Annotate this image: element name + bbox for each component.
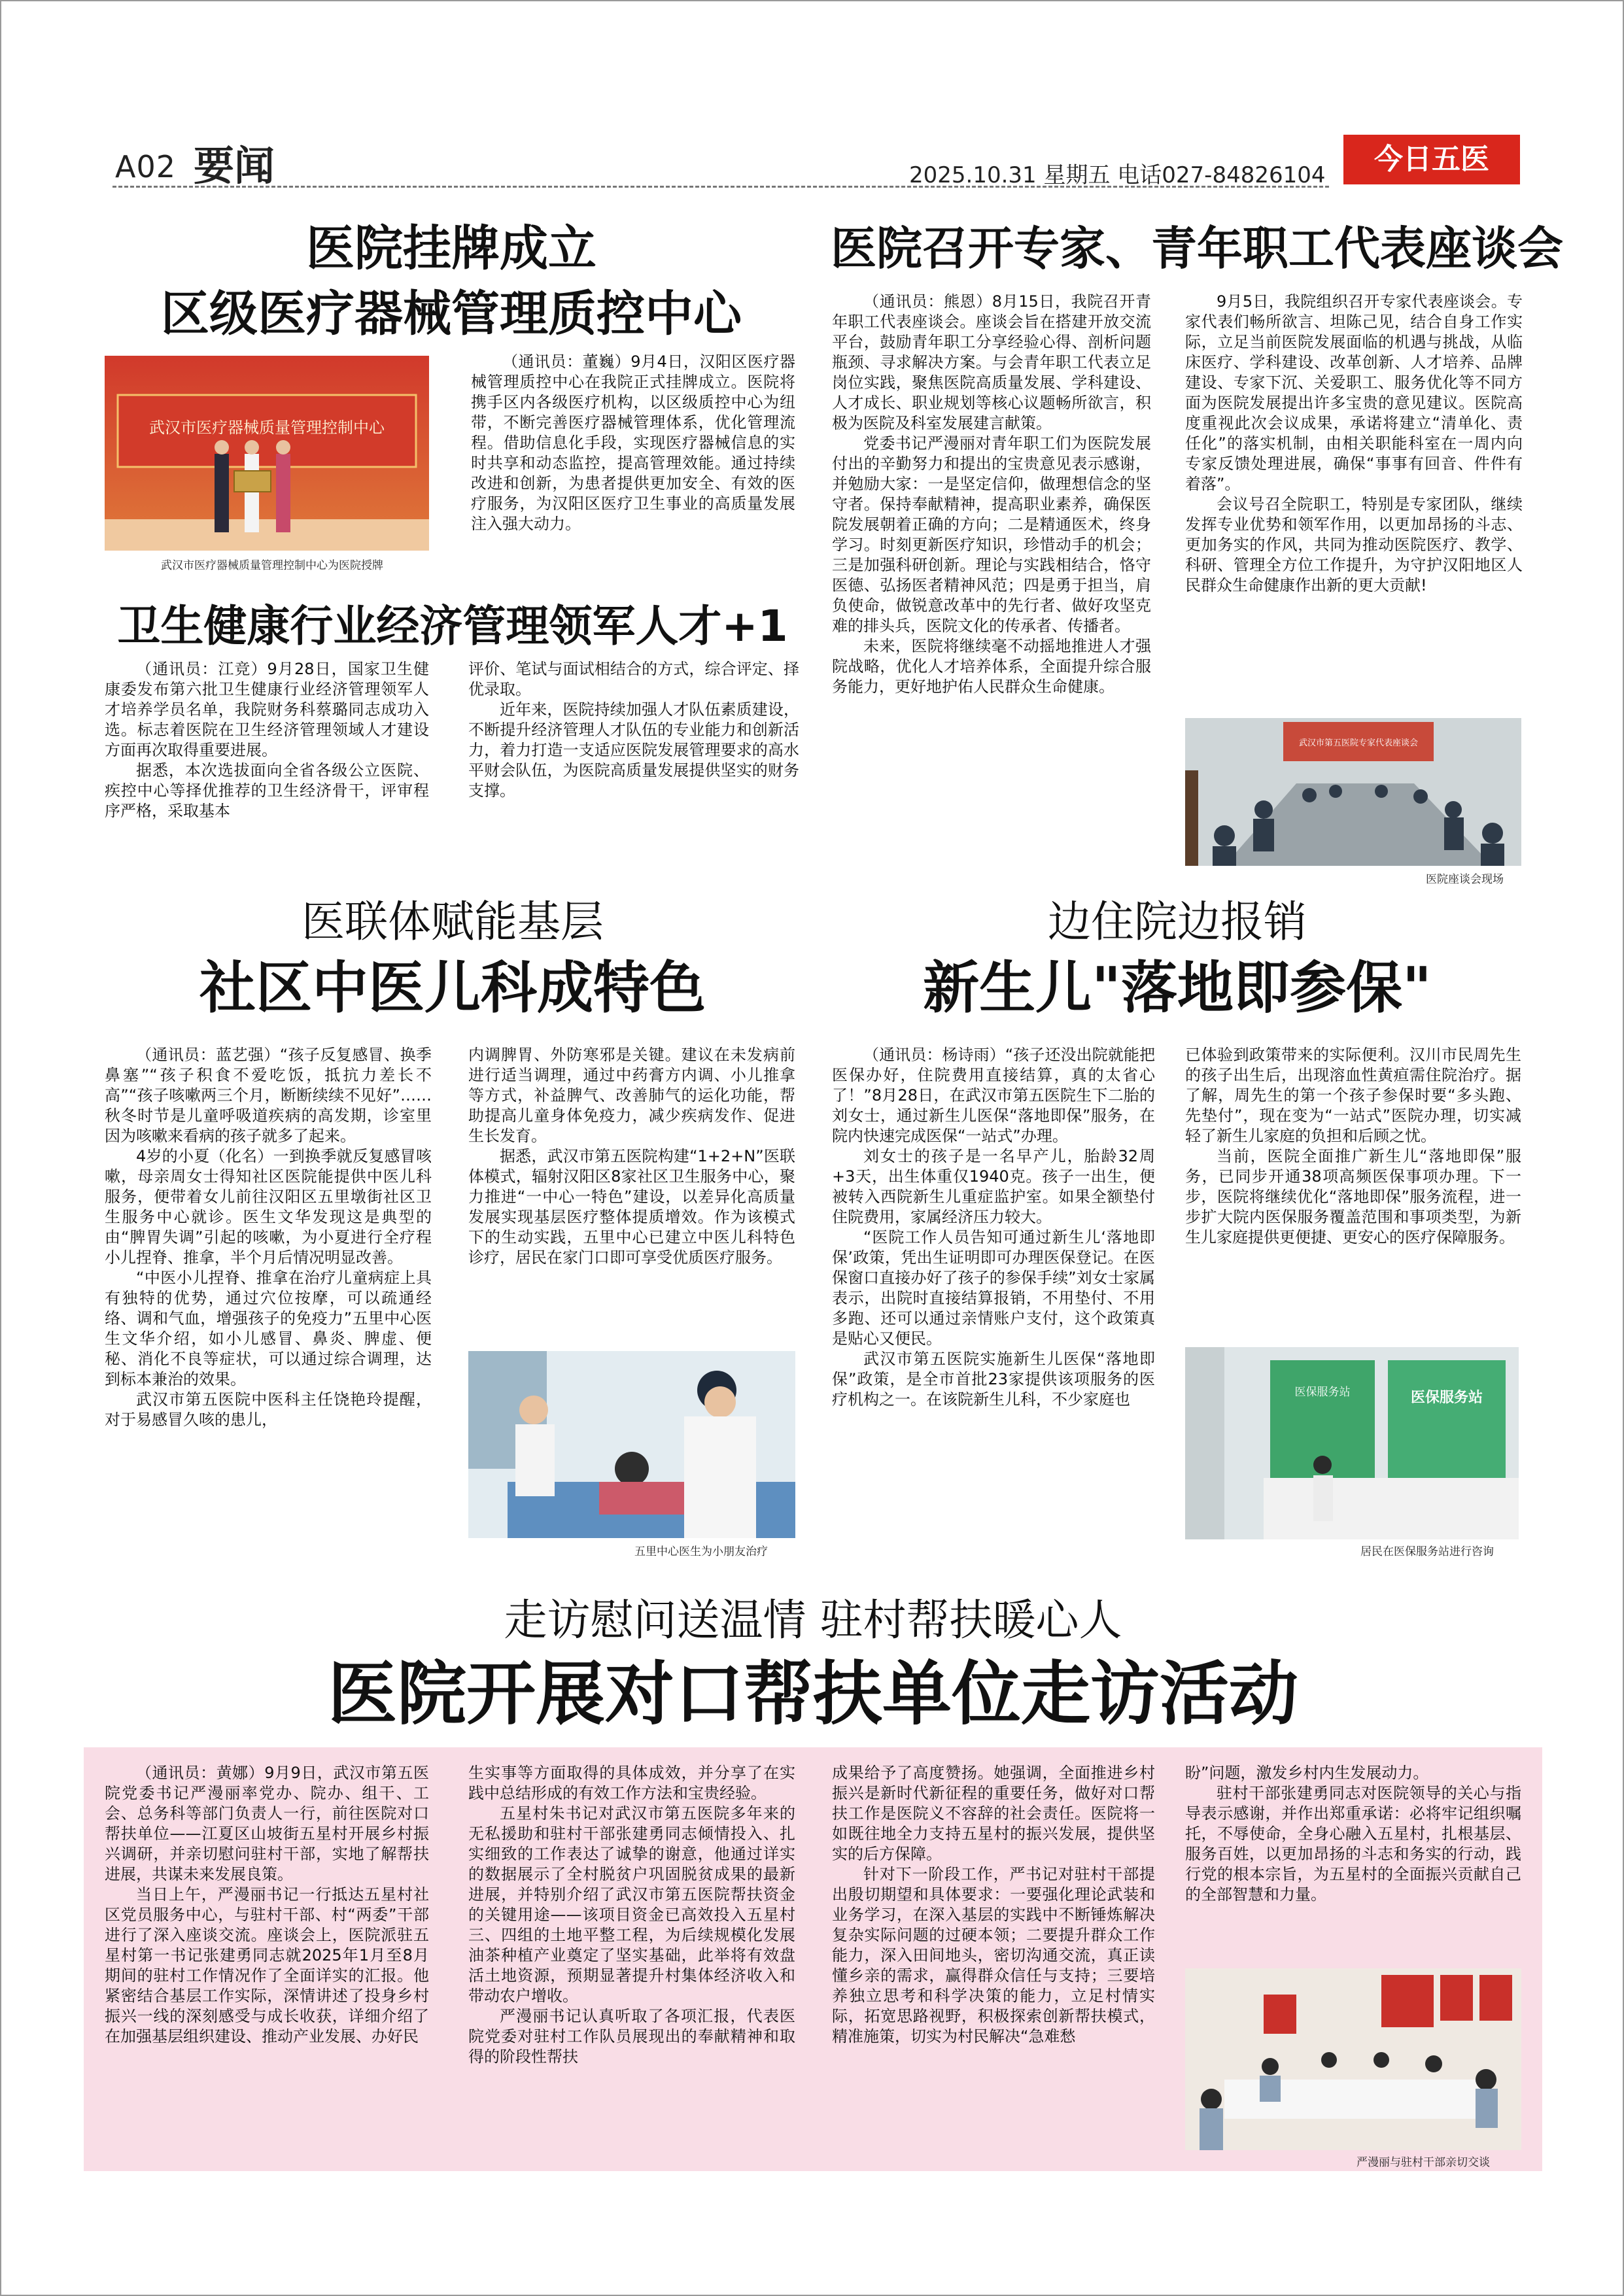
a2-paragraph: （通讯员：江竞）9月28日，国家卫生健康委发布第六批卫生健康行业经济管理领军人才培养学员名单，我院财务科蔡璐同志成功入选。标志着医院在卫生经济管理领域人才建设方面再次取得重要进展。 <box>105 660 429 759</box>
a3-paragraph: 会议号召全院职工，特别是专家团队，继续发挥专业优势和领军作用，以更加昂扬的斗志、更加务实的作风，共同为推动医院医疗、教学、科研、管理全方位工作提升，为守护汉阳地区人民群众生命健康作出新的更大贡献! <box>1185 495 1523 594</box>
a4-title-line2: 社区中医儿科成特色 <box>199 955 706 1021</box>
a6-body-col2 <box>468 1763 795 2162</box>
a2-paragraph: 据悉，本次选拔面向全省各级公立医院、疾控中心等择优推荐的卫生经济骨干，评审程序严格，采取基本 <box>105 761 429 820</box>
page-number: A02 <box>115 149 177 184</box>
a6-photo-illustration <box>1185 1968 1521 2150</box>
a6-paragraph: 当日上午，严漫丽书记一行抵达五星村社区党员服务中心，与驻村干部、村“两委”干部进行了深入座谈交流。座谈会上，医院派驻五星村第一书记张建勇同志就2025年1月至8月期间的驻村工作情况作了全面详实的汇报。他紧密结合基层工作实际，深情讲述了投身乡村振兴一线的深刻感受与成长收获，详细介绍了在加强基层组织建设、推动产业发展、办好民 <box>105 1885 429 2046</box>
a2-body-left <box>105 659 429 853</box>
a4-photo <box>468 1351 795 1538</box>
a6-body-col4 <box>1185 1763 1521 1967</box>
a3-paragraph: （通讯员：熊恩）8月15日，我院召开青年职工代表座谈会。座谈会旨在搭建开放交流平台，鼓励青年职工分享经验心得、剖析问题瓶颈、寻求解决方案。与会青年职工代表立足岗位实践，聚焦医院高质量发展、学科建设、人才成长、职业规划等核心议题畅所欲言，积极为医院及科室发展建言献策。 <box>832 292 1151 432</box>
a3-photo-caption: 医院座谈会现场 <box>1426 873 1504 886</box>
a3-photo-illustration <box>1185 718 1521 866</box>
a6-paragraph: （通讯员：黄娜）9月9日，武汉市第五医院党委书记严漫丽率党办、院办、组干、工会、总务科等部门负责人一行，前往医院对口帮扶单位——江夏区山坡街五星村开展乡村振兴调研，并亲切慰问驻村干部，实地了解帮扶进展，共谋未来发展良策。 <box>105 1764 429 1883</box>
a4-photo-caption: 五里中心医生为小朋友治疗 <box>634 1545 768 1558</box>
a4-photo-illustration <box>468 1351 795 1538</box>
a1-title-line2: 区级医疗器械管理质控中心 <box>161 286 742 342</box>
a6-paragraph: 成果给予了高度赞扬。她强调，全面推进乡村振兴是新时代新征程的重要任务，做好对口帮扶工作是医院义不容辞的社会责任。医院将一如既往地全力支持五星村的振兴发展，提供坚实的后方保障。 <box>832 1764 1155 1863</box>
a1-body <box>471 352 795 587</box>
a2-paragraph: 评价、笔试与面试相结合的方式，综合评定、择优录取。 <box>468 660 799 698</box>
a4-title-line1: 医联体赋能基层 <box>302 897 604 947</box>
a1-photo <box>105 356 429 551</box>
a6-paragraph: 驻村干部张建勇同志对医院领导的关心与指导表示感谢，并作出郑重承诺：必将牢记组织嘱托，不辱使命，全身心融入五星村，扎根基层、服务百姓，以更加昂扬的斗志和务实的行动，践行党的根本宗旨，为五星村的全面振兴贡献自己的全部智慧和力量。 <box>1185 1784 1521 1904</box>
a5-title-line2: 新生儿"落地即参保" <box>923 955 1432 1021</box>
a4-paragraph: 武汉市第五医院中医科主任饶艳玲提醒，对于易感冒久咳的患儿， <box>105 1390 432 1429</box>
a6-paragraph: 盼”问题，激发乡村内生发展动力。 <box>1185 1764 1429 1782</box>
a2-paragraph: 近年来，医院持续加强人才队伍素质建设，不断提升经济管理人才队伍的专业能力和创新活力，着力打造一支适应医院发展管理要求的高水平财会队伍，为医院高质量发展提供坚实的财务支撑。 <box>468 700 799 800</box>
a3-paragraph: 未来，医院将继续毫不动摇地推进人才强院战略，优化人才培养体系，全面提升综合服务能力，更好地护佑人民群众生命健康。 <box>832 637 1151 696</box>
a1-title-line1: 医院挂牌成立 <box>306 220 596 277</box>
a3-photo <box>1185 718 1521 866</box>
a5-paragraph: 刘女士的孩子是一名早产儿，胎龄32周+3天，出生体重仅1940克。孩子一出生，便被转入西院新生儿重症监护室。如果全额垫付住院费用，家属经济压力较大。 <box>832 1147 1155 1226</box>
a6-subtitle: 走访慰问送温情 驻村帮扶暖心人 <box>504 1595 1122 1645</box>
a6-body-col3 <box>832 1763 1155 2162</box>
a5-body-col1 <box>832 1045 1155 1555</box>
a5-paragraph: 已体验到政策带来的实际便利。汉川市民周先生的孩子出生后，出现溶血性黄疸需住院治疗。据了解，周先生的第一个孩子参保时要“多头跑、先垫付”，现在变为“一站式”医院办理，切实减轻了新生儿家庭的负担和后顾之忧。 <box>1185 1046 1521 1145</box>
a1-paragraph: （通讯员：董巍）9月4日，汉阳区医疗器械管理质控中心在我院正式挂牌成立。医院将携手区内各级医疗机构，以区级质控中心为纽带，不断完善医疗器械管理体系，优化管理流程。借助信息化手段，实现医疗器械信息的实时共享和动态监控，提高管理效能。通过持续改进和创新，为患者提供更加安全、有效的医疗服务，为汉阳区医疗卫生事业的高质量发展注入强大动力。 <box>471 352 795 533</box>
a5-photo-caption: 居民在医保服务站进行咨询 <box>1360 1545 1494 1558</box>
a6-body-col1 <box>105 1763 429 2162</box>
a6-paragraph: 严漫丽书记认真听取了各项汇报，代表医院党委对驻村工作队员展现出的奉献精神和取得的阶段性帮扶 <box>468 2007 795 2066</box>
a5-paragraph: “医院工作人员告知可通过新生儿‘落地即保’政策，凭出生证明即可办理医保登记。在医保窗口直接办好了孩子的参保手续”刘女士家属表示，出院时直接结算报销，不用垫付、不用多跑、还可以通过亲情账户支付，这个政策真是贴心又便民。 <box>832 1228 1155 1348</box>
a6-title: 医院开展对口帮扶单位走访活动 <box>328 1654 1298 1734</box>
brand-logo: 今日五医 <box>1343 135 1520 184</box>
a5-photo <box>1185 1347 1519 1539</box>
a4-body-col1 <box>105 1045 432 1542</box>
a3-paragraph: 党委书记严漫丽对青年职工们为医院发展付出的辛勤努力和提出的宝贵意见表示感谢，并勉励大家：一是坚定信仰，做理想信念的坚守者。保持奉献精神，提高职业素养，确保医院发展朝着正确的方向；二是精通医术，终身学习。时刻更新医疗知识，珍惜动手的机会；三是加强科研创新。理论与实践相结合，恪守医德、弘扬医者精神风范；四是勇于担当，肩负使命，做锐意改革中的先行者、做好攻坚克难的排头兵，医院文化的传承者、传播者。 <box>832 434 1151 635</box>
a6-paragraph: 五星村朱书记对武汉市第五医院多年来的无私援助和驻村干部张建勇同志倾情投入、扎实细致的工作表达了诚挚的谢意，他通过详实的数据展示了全村脱贫户巩固脱贫成果的最新进展，并特别介绍了武汉市第五医院帮扶资金的关键用途——该项目资金已高效投入五星村三、四组的土地平整工程，为后续规模化发展油茶种植产业奠定了坚实基础，此举将有效盘活土地资源，预期显著提升村集体经济收入和带动农户增收。 <box>468 1804 795 2005</box>
a3-body-col1 <box>832 292 1151 867</box>
a2-title: 卫生健康行业经济管理领军人才+1 <box>117 601 788 651</box>
a3-body-col2 <box>1185 292 1523 710</box>
a3-screen-text: 武汉市第五医院专家代表座谈会 <box>1298 738 1419 748</box>
a5-photo-illustration <box>1185 1347 1519 1539</box>
a5-paragraph: 当前，医院全面推广新生儿“落地即保”服务，已同步开通38项高频医保事项办理。下一步，医院将继续优化“落地即保”服务流程，进一步扩大院内医保服务覆盖范围和事项类型，为新生儿家庭提供更便捷、更安心的医疗保障服务。 <box>1185 1147 1521 1246</box>
a3-title: 医院召开专家、青年职工代表座谈会 <box>831 222 1563 275</box>
a1-photo-caption: 武汉市医疗器械质量管理控制中心为医院授牌 <box>161 559 383 572</box>
a4-paragraph: 4岁的小夏（化名）一到换季就反复感冒咳嗽，母亲周女士得知社区医院能提供中医儿科服务，便带着女儿前往汉阳区五里墩街社区卫生服务中心就诊。医生文华发现这是典型的由“脾胃失调”引起的咳嗽，为小夏进行全疗程小儿捏脊、推拿，半个月后情况明显改善。 <box>105 1147 432 1267</box>
masthead-divider <box>112 186 1329 188</box>
a2-body-right <box>468 659 799 853</box>
a1-banner-text: 武汉市医疗器械质量管理控制中心 <box>149 419 385 437</box>
a5-paragraph: （通讯员：杨诗雨）“孩子还没出院就能把医保办好，住院费用直接结算，真的太省心了！”8月28日，在武汉市第五医院生下二胎的刘女士，通过新生儿医保“落地即保”服务，在院内快速完成医保“一站式”办理。 <box>832 1046 1155 1145</box>
a4-body-col2 <box>468 1045 795 1345</box>
a5-body-col2 <box>1185 1045 1521 1345</box>
a5-title-line1: 边住院边报销 <box>1048 897 1307 947</box>
a5-sign-left: 医保服务站 <box>1294 1386 1351 1399</box>
a5-sign-right: 医保服务站 <box>1410 1390 1483 1406</box>
a5-paragraph: 武汉市第五医院实施新生儿医保“落地即保”政策，是全市首批23家提供该项服务的医疗机构之一。在该院新生儿科，不少家庭也 <box>832 1350 1155 1409</box>
a6-photo <box>1185 1968 1521 2150</box>
a4-paragraph: 内调脾胃、外防寒邪是关键。建议在未发病前进行适当调理，通过中药膏方内调、小儿推拿等方式，补益脾气、改善肺气的运化功能，帮助提高儿童身体免疫力，减少疾病发作、促进生长发育。 <box>468 1046 795 1145</box>
dateline: 2025.10.31 星期五 电话027-84826104 <box>909 162 1326 188</box>
a6-photo-caption: 严漫丽与驻村干部亲切交谈 <box>1356 2156 1490 2169</box>
a4-paragraph: （通讯员：蓝艺强）“孩子反复感冒、换季鼻塞”“孩子积食不爱吃饭，抵抗力差长不高”“孩子咳嗽两三个月，断断续续不见好”……秋冬时节是儿童呼吸道疾病的高发期，诊室里因为咳嗽来看病的孩子就多了起来。 <box>105 1046 432 1145</box>
a1-photo-illustration <box>105 356 429 551</box>
a3-paragraph: 9月5日，我院组织召开专家代表座谈会。专家代表们畅所欲言、坦陈己见，结合自身工作实际，立足当前医院发展面临的机遇与挑战，从临床医疗、学科建设、改革创新、人才培养、品牌建设、专家下沉、关爱职工、服务优化等不同方面为医院发展提出许多宝贵的意见建议。医院高度重视此次会议成果，承诺将建立“清单化、责任化”的落实机制，由相关职能科室在一周内向专家反馈处理进展，确保“事事有回音、件件有着落”。 <box>1185 292 1523 493</box>
a6-paragraph: 生实事等方面取得的具体成效，并分享了在实践中总结形成的有效工作方法和宝贵经验。 <box>468 1764 795 1802</box>
a6-paragraph: 针对下一阶段工作，严书记对驻村干部提出殷切期望和具体要求：一要强化理论武装和业务学习，在深入基层的实践中不断锤炼解决复杂实际问题的过硬本领；二要提升群众工作能力，深入田间地头，密切沟通交流，真正读懂乡亲的需求，赢得群众信任与支持；三要培养独立思考和科学决策的能力，立足村情实际，拓宽思路视野，积极探索创新帮扶模式，精准施策，切实为村民解决“急难愁 <box>832 1865 1155 2046</box>
a4-paragraph: “中医小儿捏脊、推拿在治疗儿童病症上具有独特的优势，通过穴位按摩，可以疏通经络、调和气血，增强孩子的免疫力”五里中心医生文华介绍，如小儿感冒、鼻炎、脾虚、便秘、消化不良等症状，可以通过综合调理，达到标本兼治的效果。 <box>105 1269 432 1388</box>
a4-paragraph: 据悉，武汉市第五医院构建“1+2+N”医联体模式，辐射汉阳区8家社区卫生服务中心，聚力推进“一中心一特色”建设，以差异化高质量发展实现基层医疗整体提质增效。作为该模式下的生动实践，五里中心已建立中医儿科特色诊疗，居民在家门口即可享受优质医疗服务。 <box>468 1147 795 1267</box>
section-name: 要闻 <box>194 142 275 190</box>
